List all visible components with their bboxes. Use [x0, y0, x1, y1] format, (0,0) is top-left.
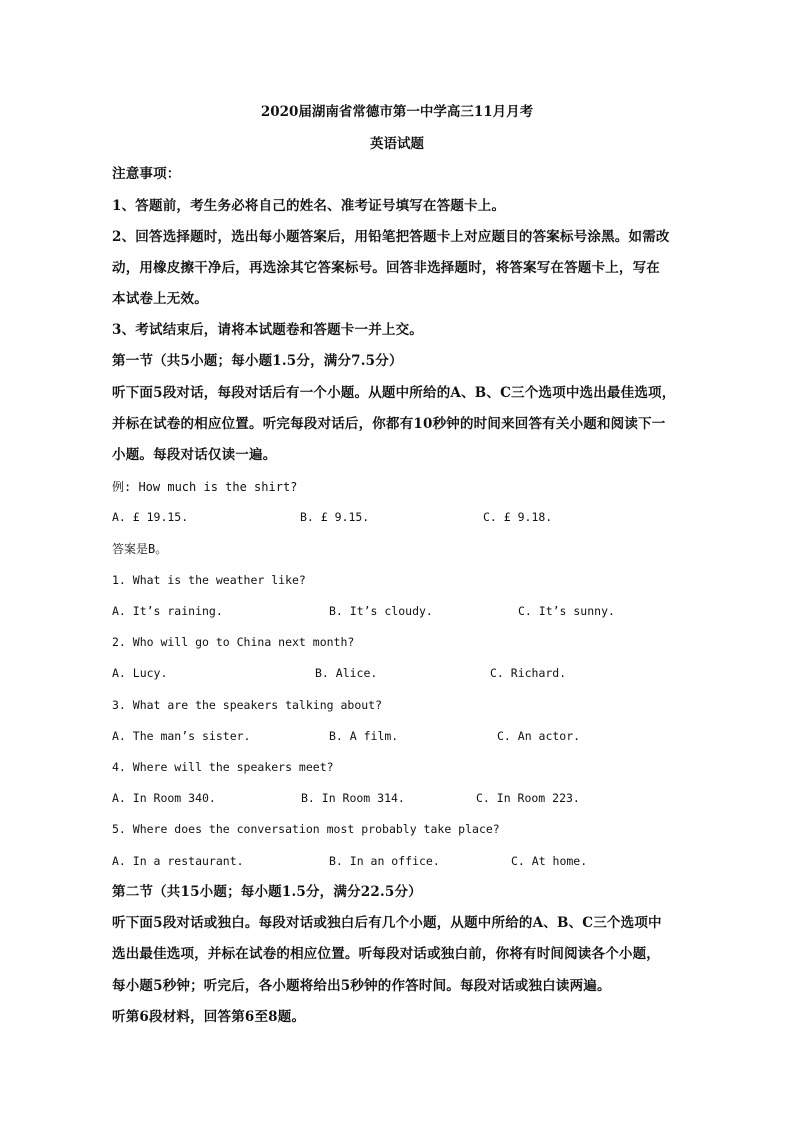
question-1-option-b: B. It’s cloudy.	[329, 604, 433, 618]
question-5-option-b: B. In an office.	[329, 854, 440, 868]
question-3-option-a: A. The man’s sister.	[112, 729, 251, 743]
question-2-option-c: C. Richard.	[490, 666, 567, 680]
section-2-intro-line-1: 听下面5段对话或独白。每段对话或独白后有几个小题，从题中所给的A、B、C三个选项中	[112, 915, 662, 931]
notes-item-2-line-2: 动，用橡皮擦干净后，再选涂其它答案标号。回答非选择题时，将答案写在答题卡上，写在	[112, 260, 660, 276]
notes-item-3: 3、考试结束后，请将本试题卷和答题卡一并上交。	[112, 322, 423, 338]
notes-item-2-line-3: 本试卷上无效。	[112, 291, 208, 307]
example-option-a: A. £ 19.15.	[112, 510, 189, 524]
question-2: 2. Who will go to China next month?	[112, 635, 355, 649]
section-1-intro-line-3: 小题。每段对话仅读一遍。	[112, 447, 277, 463]
question-2-option-a: A. Lucy.	[112, 666, 168, 680]
question-3-option-b: B. A film.	[329, 729, 399, 743]
question-5-option-a: A. In a restaurant.	[112, 854, 244, 868]
question-1-option-c: C. It’s sunny.	[518, 604, 615, 618]
notes-item-1: 1、答题前，考生务必将自己的姓名、准考证号填写在答题卡上。	[112, 198, 506, 214]
section-2-intro-line-3: 每小题5秒钟；听完后，各小题将给出5秒钟的作答时间。每段对话或独白读两遍。	[112, 978, 611, 994]
example-answer: 答案是B。	[112, 542, 168, 556]
section-1-intro-line-1: 听下面5段对话，每段对话后有一个小题。从题中所给的A、B、C三个选项中选出最佳选项，	[112, 385, 676, 401]
example-question: 例: How much is the shirt?	[112, 480, 298, 494]
section-1-intro-line-2: 并标在试卷的相应位置。听完每段对话后，你都有10秒钟的时间来回答有关小题和阅读下一	[112, 416, 666, 432]
question-1: 1. What is the weather like?	[112, 573, 306, 587]
section-2-intro-line-2: 选出最佳选项，并标在试卷的相应位置。听每段对话或独白前，你将有时间阅读各个小题，	[112, 946, 660, 962]
question-4-option-a: A. In Room 340.	[112, 791, 216, 805]
section-2-heading: 第二节（共15小题；每小题1.5分，满分22.5分）	[112, 884, 422, 900]
question-1-option-a: A. It’s raining.	[112, 604, 223, 618]
notes-item-2-line-1: 2、回答选择题时，选出每小题答案后，用铅笔把答题卡上对应题目的答案标号涂黑。如需改	[112, 229, 670, 245]
section-1-heading: 第一节（共5小题；每小题1.5分，满分7.5分）	[112, 353, 403, 369]
example-option-c: C. £ 9.18.	[483, 510, 553, 524]
question-5-option-c: C. At home.	[511, 854, 588, 868]
question-4: 4. Where will the speakers meet?	[112, 760, 334, 774]
exam-subtitle: 英语试题	[370, 136, 424, 152]
question-4-option-c: C. In Room 223.	[476, 791, 580, 805]
exam-title: 2020届湖南省常德市第一中学高三11月月考	[260, 104, 534, 120]
question-3-option-c: C. An actor.	[497, 729, 581, 743]
question-5: 5. Where does the conversation most probably take place?	[112, 822, 500, 836]
question-3: 3. What are the speakers talking about?	[112, 698, 383, 712]
example-option-b: B. £ 9.15.	[300, 510, 370, 524]
section-2-instruction: 听第6段材料，回答第6至8题。	[112, 1009, 306, 1025]
question-4-option-b: B. In Room 314.	[301, 791, 405, 805]
question-2-option-b: B. Alice.	[315, 666, 378, 680]
notes-heading: 注意事项：	[112, 166, 181, 182]
